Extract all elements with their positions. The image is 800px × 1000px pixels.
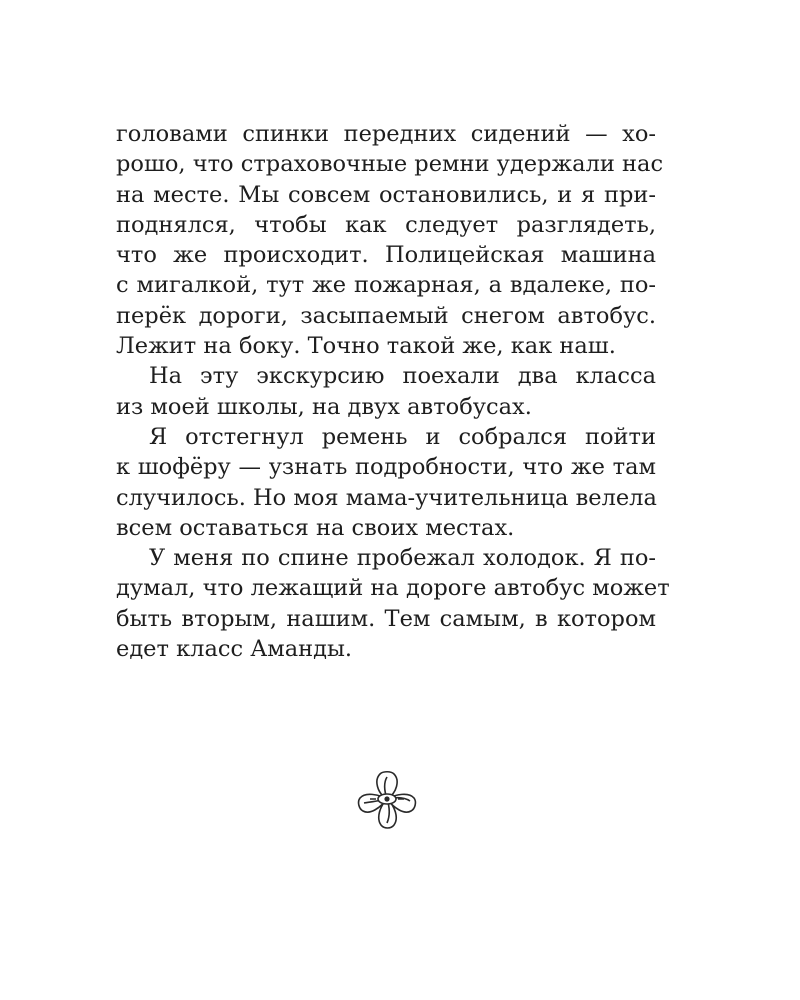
text-line: думал, что лежащий на дороге автобус может (116, 575, 670, 602)
text-line: всем оставаться на своих местах. (116, 514, 515, 541)
flower-ornament-icon (352, 768, 422, 834)
text-line: Лежит на боку. Точно такой же, как наш. (116, 333, 616, 360)
paragraph (116, 119, 664, 361)
text-line: к шофёру — узнать подробности, что же там (116, 454, 656, 481)
text-line: Я отстегнул ремень и собрался пойти (149, 423, 656, 450)
text-line: на месте. Мы совсем остановились, и я при- (116, 181, 656, 208)
text-line: рошо, что страховочные ремни удержали нас (116, 151, 664, 178)
text-line: едет класс Аманды. (116, 636, 353, 663)
text-line: У меня по спине пробежал холодок. Я по- (149, 545, 656, 572)
text-line: поднялся, чтобы как следует разглядеть, (116, 211, 656, 238)
text-line: из моей школы, на двух автобусах. (116, 393, 532, 420)
text-line: с мигалкой, тут же пожарная, а вдалеке, по- (116, 272, 656, 299)
body-text (116, 119, 670, 664)
text-line: что же происходит. Полицейская машина (116, 242, 656, 269)
text-line: На эту экскурсию поехали два класса (149, 363, 656, 390)
text-line: головами спинки передних сидений — хо- (116, 121, 656, 147)
text-line: перёк дороги, засыпаемый снегом автобус. (116, 302, 656, 329)
text-line: случилось. Но моя мама-учительница велела (116, 484, 657, 511)
text-line: быть вторым, нашим. Тем самым, в котором (116, 605, 656, 632)
paragraph (116, 543, 670, 664)
paragraph (116, 361, 656, 422)
paragraph (116, 422, 656, 543)
